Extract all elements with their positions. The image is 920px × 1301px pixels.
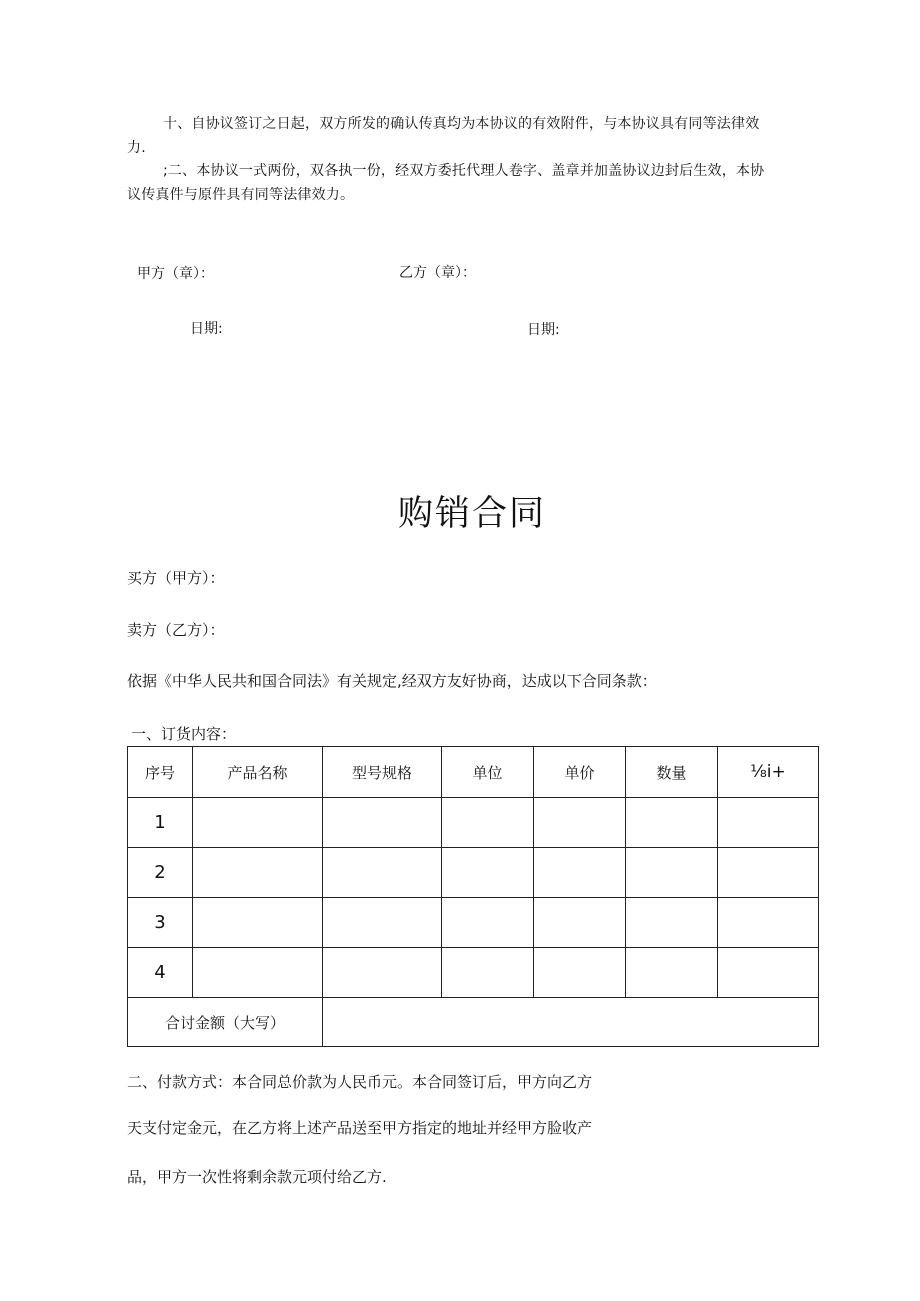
section-order-heading: 一、订货内容：: [131, 725, 237, 743]
total-amount-label: 合讨金额（大写）: [128, 998, 323, 1047]
model-spec-cell[interactable]: [323, 798, 442, 848]
header-cell-amount: ⅛i+: [718, 747, 819, 798]
header-cell-model-spec: 型号规格: [323, 747, 442, 798]
total-amount-value-cell[interactable]: [323, 998, 819, 1047]
row-index-cell: 4: [128, 948, 193, 998]
seller-label: 卖方（乙方）：: [127, 621, 225, 639]
amount-cell[interactable]: [718, 798, 819, 848]
clause-twelve-line2: 议传真件与原件具有同等法律效力。: [127, 187, 355, 203]
table-row: [128, 798, 819, 848]
party-b-date-label: 日期:: [527, 322, 560, 338]
row-index-cell: 1: [128, 798, 193, 848]
unit-cell[interactable]: [442, 948, 534, 998]
header-cell-unit: 单位: [442, 747, 534, 798]
clause-twelve-line1: ;二、本协议一式两份，双各执一份，经双方委托代理人卷字、盖章并加盖协议边封后生效，本协: [163, 163, 765, 179]
unit-price-cell[interactable]: [534, 798, 626, 848]
model-spec-cell[interactable]: [323, 948, 442, 998]
product-name-cell[interactable]: [193, 848, 323, 898]
unit-price-cell[interactable]: [534, 948, 626, 998]
header-cell-quantity: 数量: [626, 747, 718, 798]
row-index-cell: 3: [128, 898, 193, 948]
payment-terms-line1: 二、付款方式：本合同总价款为人民币元。本合同签订后，甲方向乙方: [127, 1073, 593, 1091]
payment-terms-line2: 天支付定金元，在乙方将上述产品送至甲方指定的地址并经甲方脸收产: [127, 1119, 593, 1137]
party-a-date-label: 日期:: [190, 321, 223, 337]
payment-terms-line3: 品，甲方一次性将剩余款元项付给乙方.: [127, 1168, 387, 1186]
clause-ten-line1: 十、自协议签订之日起，双方所发的确认传真均为本协议的有效附件，与本协议具有同等法律效: [163, 116, 760, 132]
table-row: [128, 898, 819, 948]
quantity-cell[interactable]: [626, 848, 718, 898]
amount-cell[interactable]: [718, 848, 819, 898]
header-cell-index: 序号: [128, 747, 193, 798]
total-row: [128, 998, 819, 1047]
table-row: [128, 948, 819, 998]
contract-title: 购销合同: [397, 494, 546, 534]
product-name-cell[interactable]: [193, 948, 323, 998]
quantity-cell[interactable]: [626, 898, 718, 948]
unit-cell[interactable]: [442, 898, 534, 948]
model-spec-cell[interactable]: [323, 848, 442, 898]
party-b-seal-label: 乙方（章）：: [399, 265, 476, 281]
quantity-cell[interactable]: [626, 798, 718, 848]
party-a-seal-label: 甲方（章）：: [137, 266, 214, 282]
row-index-cell: 2: [128, 848, 193, 898]
table-header-row: [128, 747, 819, 798]
order-table: [127, 746, 819, 1047]
amount-cell[interactable]: [718, 898, 819, 948]
buyer-label: 买方（甲方）：: [127, 569, 225, 587]
unit-price-cell[interactable]: [534, 848, 626, 898]
amount-cell[interactable]: [718, 948, 819, 998]
quantity-cell[interactable]: [626, 948, 718, 998]
header-cell-product-name: 产品名称: [193, 747, 323, 798]
header-cell-unit-price: 单价: [534, 747, 626, 798]
unit-cell[interactable]: [442, 798, 534, 848]
unit-price-cell[interactable]: [534, 898, 626, 948]
product-name-cell[interactable]: [193, 798, 323, 848]
table-row: [128, 848, 819, 898]
unit-cell[interactable]: [442, 848, 534, 898]
product-name-cell[interactable]: [193, 898, 323, 948]
contract-basis-text: 依据《中华人民共和国合同法》有关规定,经双方友好协商，达成以下合同条款：: [127, 672, 657, 690]
model-spec-cell[interactable]: [323, 898, 442, 948]
clause-ten-line2: 力.: [127, 140, 146, 156]
